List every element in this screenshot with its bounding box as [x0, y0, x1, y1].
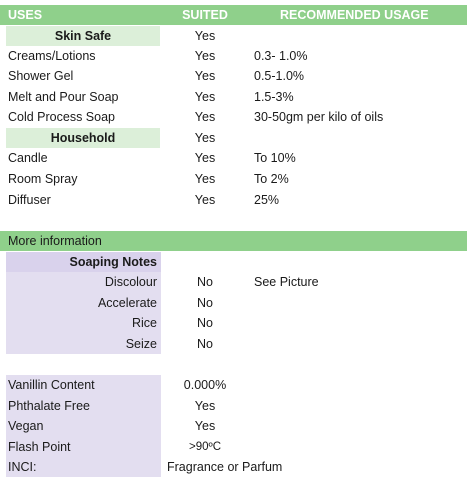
use-usage: 30-50gm per kilo of oils: [254, 110, 384, 124]
use-usage: To 10%: [254, 151, 296, 165]
use-suited: Yes: [194, 172, 216, 186]
use-name: Room Spray: [8, 172, 78, 186]
household-label: Household: [6, 128, 160, 148]
table-row: [0, 437, 467, 457]
use-usage: 1.5-3%: [254, 90, 294, 104]
household-suited: Yes: [194, 131, 216, 145]
section-skin-safe: [0, 26, 467, 46]
more-information-band: [0, 231, 467, 251]
use-suited: Yes: [194, 110, 216, 124]
soaping-note-name: Seize: [125, 337, 157, 351]
soaping-note-name: Rice: [131, 316, 157, 330]
table-row: [0, 190, 467, 210]
property-name: Vanillin Content: [8, 378, 95, 392]
property-value: Yes: [194, 419, 216, 433]
use-suited: Yes: [194, 193, 216, 207]
property-name: INCI:: [8, 460, 37, 474]
property-name: Flash Point: [8, 440, 71, 454]
table-row: [0, 457, 467, 477]
table-row: [0, 334, 467, 354]
table-row: [0, 66, 467, 86]
use-name: Shower Gel: [8, 69, 74, 83]
property-value: Yes: [194, 399, 216, 413]
section-household: [0, 128, 467, 148]
table-row: [0, 313, 467, 333]
property-name: Phthalate Free: [8, 399, 90, 413]
use-name: Candle: [8, 151, 48, 165]
table-row: [0, 107, 467, 127]
table-row: [0, 87, 467, 107]
property-name: Vegan: [8, 419, 44, 433]
table-row: [0, 396, 467, 416]
use-name: Cold Process Soap: [8, 110, 116, 124]
use-usage: 25%: [254, 193, 280, 207]
table-row: [0, 375, 467, 395]
use-name: Creams/Lotions: [8, 49, 96, 63]
header-suited: SUITED: [182, 8, 228, 22]
soaping-note-value: No: [197, 296, 213, 310]
use-suited: Yes: [194, 49, 216, 63]
use-suited: Yes: [194, 151, 216, 165]
table-row: [0, 46, 467, 66]
property-value: 0.000%: [183, 378, 227, 392]
table-row: [0, 416, 467, 436]
table-row: [0, 293, 467, 313]
table-row: [0, 272, 467, 292]
soaping-note-value: No: [197, 275, 213, 289]
use-suited: Yes: [194, 69, 216, 83]
table-row: [0, 169, 467, 189]
use-suited: Yes: [194, 90, 216, 104]
table-row: [0, 148, 467, 168]
section-soaping-notes: [0, 252, 467, 272]
property-value: Fragrance or Parfum: [167, 460, 283, 474]
skin-safe-suited: Yes: [194, 29, 216, 43]
header-uses: USES: [8, 8, 43, 22]
table-header: [0, 5, 467, 25]
soaping-note-name: Accelerate: [97, 296, 157, 310]
use-usage: To 2%: [254, 172, 289, 186]
property-value: >90ºC: [188, 441, 221, 453]
soaping-note-value: No: [197, 337, 213, 351]
use-usage: 0.5-1.0%: [254, 69, 305, 83]
use-name: Melt and Pour Soap: [8, 90, 119, 104]
use-usage: 0.3- 1.0%: [254, 49, 308, 63]
skin-safe-label: Skin Safe: [6, 26, 160, 46]
header-recommended-usage: RECOMMENDED USAGE: [280, 8, 429, 22]
soaping-note-extra: See Picture: [254, 275, 319, 289]
use-name: Diffuser: [8, 193, 51, 207]
soaping-notes-label: Soaping Notes: [6, 252, 161, 272]
soaping-note-name: Discolour: [104, 275, 157, 289]
more-information-label: More information: [8, 234, 102, 248]
soaping-note-value: No: [197, 316, 213, 330]
